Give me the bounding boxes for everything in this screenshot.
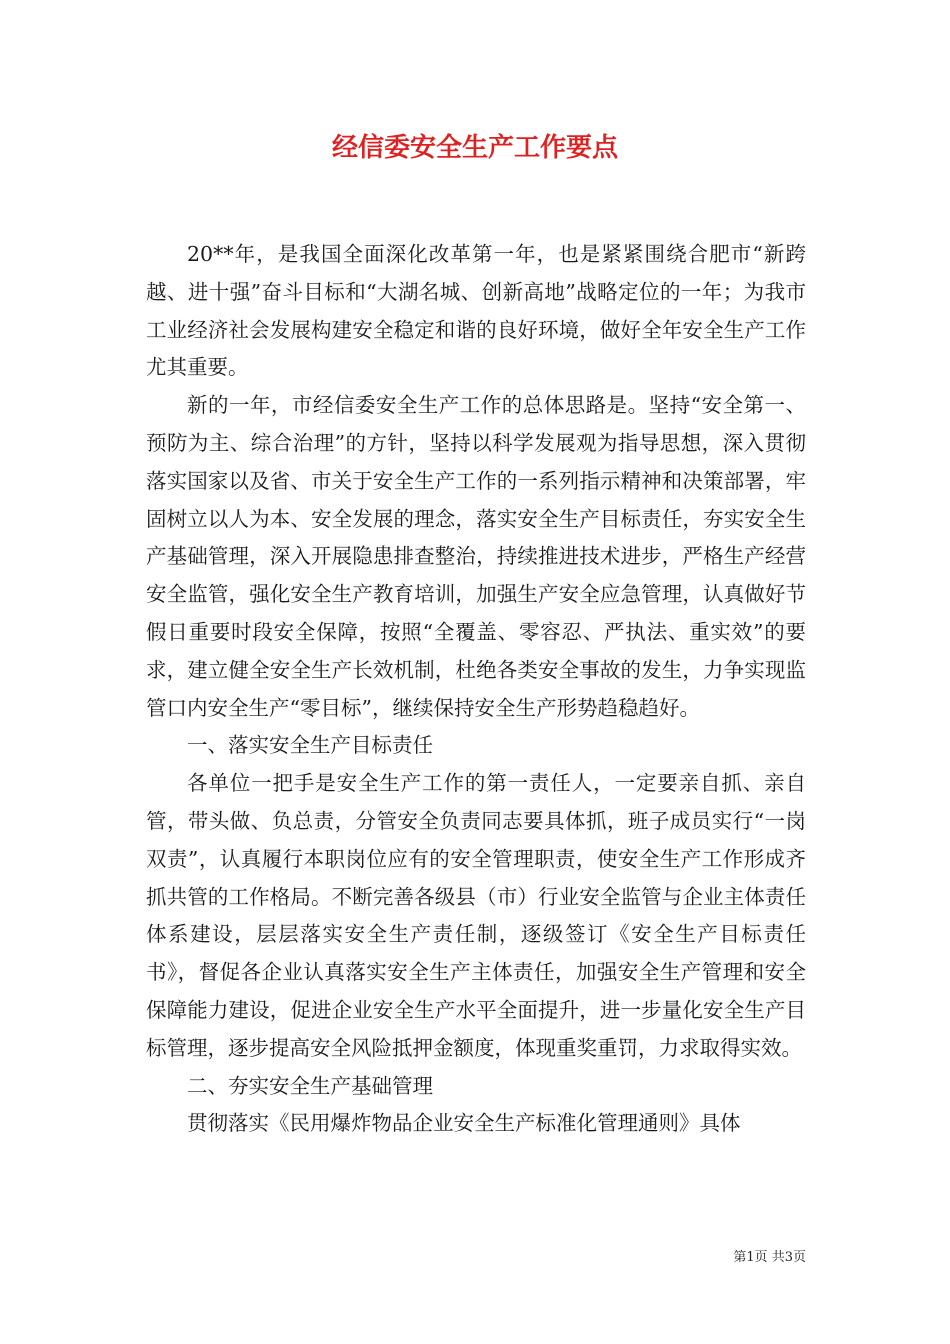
- document-body: [146, 236, 806, 1143]
- intro-paragraph: 20**年，是我国全面深化改革第一年，也是紧紧围绕合肥市“新跨越、进十强”奋斗目标和“大湖名城、创新高地”战略定位的一年；为我市工业经济社会发展构建安全稳定和谐的良好环境，做好全年安全生产工作尤其重要。: [146, 242, 806, 380]
- page-number-footer: 第1页 共3页: [733, 1250, 806, 1265]
- overall-approach-paragraph: 新的一年，市经信委安全生产工作的总体思路是。坚持“安全第一、预防为主、综合治理”的方针，坚持以科学发展观为指导思想，深入贯彻落实国家以及省、市关于安全生产工作的一系列指示精神和决策部署，牢固树立以人为本、安全发展的理念，落实安全生产目标责任，夯实安全生产基础管理，深入开展隐患排查整治，持续推进技术进步，严格生产经营安全监管，强化安全生产教育培训，加强生产安全应急管理，认真做好节假日重要时段安全保障，按照“全覆盖、零容忍、严执法、重实效”的要求，建立健全安全生产长效机制，杜绝各类安全事故的发生，力争实现监管口内安全生产“零目标”，继续保持安全生产形势趋稳趋好。: [146, 393, 806, 720]
- section-1-heading: 一、落实安全生产目标责任: [187, 733, 433, 758]
- document-title: 经信委安全生产工作要点: [331, 133, 618, 163]
- section-1-paragraph: 各单位一把手是安全生产工作的第一责任人，一定要亲自抓、亲自管，带头做、负总责，分管安全负责同志要具体抓，班子成员实行“一岗双责”，认真履行本职岗位应有的安全管理职责，使安全生产工作形成齐抓共管的工作格局。不断完善各级县（市）行业安全监管与企业主体责任体系建设，层层落实安全生产责任制，逐级签订《安全生产目标责任书》，督促各企业认真落实安全生产主体责任，加强安全生产管理和安全保障能力建设，促进企业安全生产水平全面提升，进一步量化安全生产目标管理，逐步提高安全风险抵押金额度，体现重奖重罚，力求取得实效。: [146, 771, 806, 1060]
- section-2-heading: 二、夯实安全生产基础管理: [187, 1073, 433, 1098]
- section-2-paragraph: 贯彻落实《民用爆炸物品企业安全生产标准化管理通则》具体: [187, 1111, 741, 1136]
